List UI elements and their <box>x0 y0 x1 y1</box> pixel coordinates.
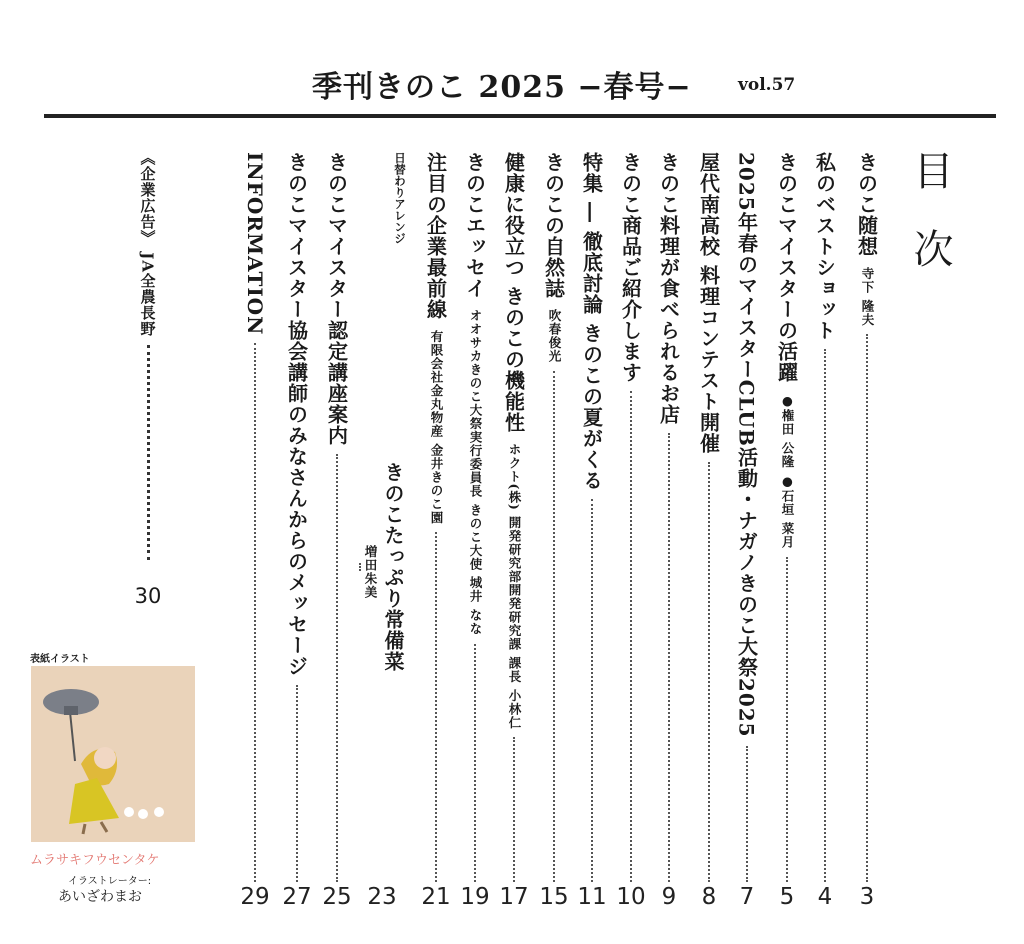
entry-author: 寺下 隆夫 <box>860 267 875 327</box>
entry-author: オオサカきのこ大祭実行委員長 きのこ大使 城井 なな <box>468 309 483 636</box>
leader-dots <box>746 746 748 882</box>
leader-dots <box>708 462 710 882</box>
leader-dots <box>591 499 593 882</box>
page-number: 5 <box>779 884 795 910</box>
toc-entry[interactable] <box>770 152 804 890</box>
page-number: 23 <box>367 884 397 910</box>
leader-dots <box>786 557 788 882</box>
entry-title: 健康に役立つ きのこの機能性 <box>501 152 526 433</box>
corporate-ad-entry[interactable] <box>136 150 160 568</box>
magazine-header <box>0 56 1024 106</box>
page-number: 15 <box>539 884 569 910</box>
leader-dots <box>359 563 361 571</box>
toc-entry[interactable] <box>730 152 764 890</box>
page-number: 7 <box>739 884 755 910</box>
entry-title: 特集 ― 徹底討論 きのこの夏がくる <box>579 152 604 491</box>
page-number: 10 <box>616 884 646 910</box>
leader-dots <box>668 433 670 882</box>
page-number: 30 <box>134 584 162 608</box>
toc-entry[interactable] <box>362 152 408 890</box>
entry-kicker: 日替わりアレンジ <box>393 152 407 244</box>
volume-number: vol.57 <box>738 75 796 95</box>
toc-entry[interactable] <box>419 152 453 890</box>
page-number: 17 <box>499 884 529 910</box>
leader-dots <box>866 334 868 882</box>
page-number: 19 <box>460 884 490 910</box>
cover-illustration-label: 表紙イラスト <box>30 654 90 665</box>
leader-dots <box>553 371 555 882</box>
leader-dots <box>824 349 826 882</box>
entry-author: ホクト(株) 開発研究部開発研究課 課長 小林仁 <box>507 442 522 730</box>
toc-entry[interactable] <box>692 152 726 890</box>
illustrator-name: あいざわまお <box>58 889 142 905</box>
entry-title: 私のベストショット <box>812 152 837 341</box>
toc-entry[interactable] <box>808 152 842 890</box>
leader-dots <box>336 454 338 882</box>
toc-entry[interactable] <box>238 152 272 890</box>
leader-dots <box>254 343 256 882</box>
illustrator-label: イラストレーター: <box>68 876 152 887</box>
page-number: 4 <box>817 884 833 910</box>
toc-entry[interactable] <box>850 152 884 890</box>
entry-title: きのこマイスターの活躍 <box>774 152 799 383</box>
toc-heading: 目次 <box>907 150 953 306</box>
page-number: 9 <box>661 884 677 910</box>
leader-dots <box>630 391 632 882</box>
page-number: 27 <box>282 884 312 910</box>
page-number: 11 <box>577 884 607 910</box>
mushroom-girl-illustration <box>31 666 195 842</box>
toc-entry[interactable] <box>575 152 609 890</box>
entry-title: きのこ商品ご紹介します <box>618 152 643 383</box>
entry-author: ●権田 公隆 ●石垣 菜月 <box>780 393 795 550</box>
entry-title: きのこ随想 <box>854 152 879 257</box>
ad-title: 《企業広告》 JA全農長野 <box>138 150 157 337</box>
page-number: 8 <box>701 884 717 910</box>
toc-entry[interactable] <box>537 152 571 890</box>
entry-head <box>392 152 408 244</box>
page-number: 21 <box>421 884 451 910</box>
leader-dots <box>147 345 150 560</box>
entry-title: きのこマイスター認定講座案内 <box>324 152 349 446</box>
entry-title: きのこの自然誌 <box>541 152 566 299</box>
page-number: 25 <box>322 884 352 910</box>
header-rule <box>44 114 996 118</box>
cover-illustration-title: ムラサキフウセンタケ <box>30 853 160 868</box>
leader-dots <box>474 644 476 882</box>
entry-author: 増田朱美 <box>363 545 378 599</box>
entry-title: きのこたっぷり常備菜 <box>381 462 405 672</box>
toc-entry[interactable] <box>320 152 354 890</box>
entry-title: 2025年春のマイスターCLUB活動・ナガノきのこ大祭2025 <box>734 152 759 738</box>
page-number: 29 <box>240 884 270 910</box>
page-number: 3 <box>859 884 875 910</box>
toc-entry[interactable] <box>497 152 531 890</box>
entry-title: 屋代南高校 料理コンテスト開催 <box>696 152 721 454</box>
toc-entry[interactable] <box>458 152 492 890</box>
toc-entry[interactable] <box>280 152 314 890</box>
entry-author: 吹春俊光 <box>547 309 562 363</box>
entry-title: INFORMATION <box>243 152 267 336</box>
leader-dots <box>513 737 515 882</box>
entry-title: きのこエッセイ <box>462 152 487 299</box>
leader-dots <box>435 532 437 882</box>
magazine-title: 季刊きのこ 2025 −春号− <box>312 70 692 105</box>
leader-dots <box>296 685 298 882</box>
entry-title: 注目の企業最前線 <box>423 152 448 320</box>
entry-title: きのこ料理が食べられるお店 <box>656 152 681 425</box>
entry-body <box>359 244 408 890</box>
entry-title: きのこマイスター協会講師のみなさんからのメッセージ <box>284 152 309 677</box>
entry-author: 有限会社金丸物産 金井きのこ園 <box>429 330 444 525</box>
cover-illustration <box>31 666 195 842</box>
toc-entry[interactable] <box>614 152 648 890</box>
toc-entry[interactable] <box>652 152 686 890</box>
